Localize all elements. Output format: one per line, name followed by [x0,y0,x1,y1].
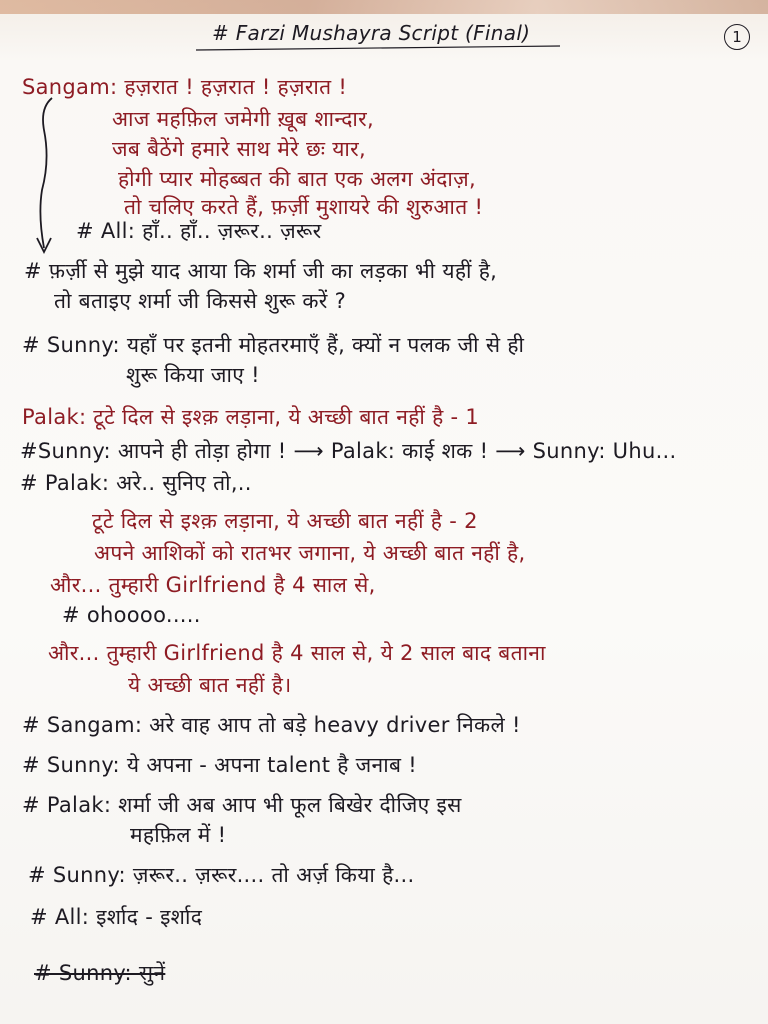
dialogue-line-21: # Sunny: ये अपना - अपना talent है जनाब ! [22,753,417,777]
dialogue-line-2: आज महफ़िल जमेगी ख़ूब शान्दार, [112,107,374,131]
dialogue-line-23: महफ़िल में ! [130,823,227,847]
dialogue-line-7: # फ़र्ज़ी से मुझे याद आया कि शर्मा जी का लड़का भी यहीं है, [24,259,498,283]
dialogue-line-4: होगी प्यार मोहब्बत की बात एक अलग अंदाज़, [118,167,477,191]
dialogue-line-19: ये अच्छी बात नहीं है। [128,673,292,697]
dialogue-line-10: शुरू किया जाए ! [126,363,260,387]
struck-out-line: # Sunny: सुनें [34,961,166,985]
dialogue-line-9: # Sunny: यहाँ पर इतनी मोहतरमाएँ हैं, क्यों न पलक जी से ही [22,333,525,357]
dialogue-line-11: Palak: टूटे दिल से इश्क़ लड़ाना, ये अच्छी बात नहीं है - 1 [22,405,480,429]
dialogue-line-17: # ohoooo..... [62,603,201,627]
page-title: # Farzi Mushayra Script (Final) [212,21,531,45]
dialogue-line-1: Sangam: हज़रात ! हज़रात ! हज़रात ! [22,75,348,99]
dialogue-line-13: # Palak: अरे.. सुनिए तो,.. [20,471,252,495]
dialogue-line-25: # All: इर्शाद - इर्शाद [30,905,203,929]
dialogue-line-22: # Palak: शर्मा जी अब आप भी फूल बिखेर दीजिए इस [22,793,462,817]
dialogue-line-14: टूटे दिल से इश्क़ लड़ाना, ये अच्छी बात नहीं है - 2 [92,509,478,533]
dialogue-line-5: तो चलिए करते हैं, फ़र्ज़ी मुशायरे की शुरुआत ! [124,195,484,219]
dialogue-line-15: अपने आशिकों को रातभर जगाना, ये अच्छी बात नहीं है, [94,541,526,565]
dialogue-line-20: # Sangam: अरे वाह आप तो बड़े heavy driver निकले ! [22,713,521,737]
dialogue-line-16: और... तुम्हारी Girlfriend है 4 साल से, [50,573,376,597]
dialogue-line-24: # Sunny: ज़रूर.. ज़रूर.... तो अर्ज़ किया है... [28,863,415,887]
dialogue-line-18: और... तुम्हारी Girlfriend है 4 साल से, ये 2 साल बाद बताना [48,641,546,665]
dialogue-line-8: तो बताइए शर्मा जी किससे शुरू करें ? [54,289,347,313]
dialogue-line-3: जब बैठेंगे हमारे साथ मेरे छः यार, [112,137,367,161]
page-number: 1 [724,24,750,50]
dialogue-line-12: #Sunny: आपने ही तोड़ा होगा ! ⟶ Palak: काई शक ! ⟶ Sunny: Uhu... [20,439,677,463]
dialogue-line-6: # All: हाँ.. हाँ.. ज़रूर.. ज़रूर [76,219,322,243]
